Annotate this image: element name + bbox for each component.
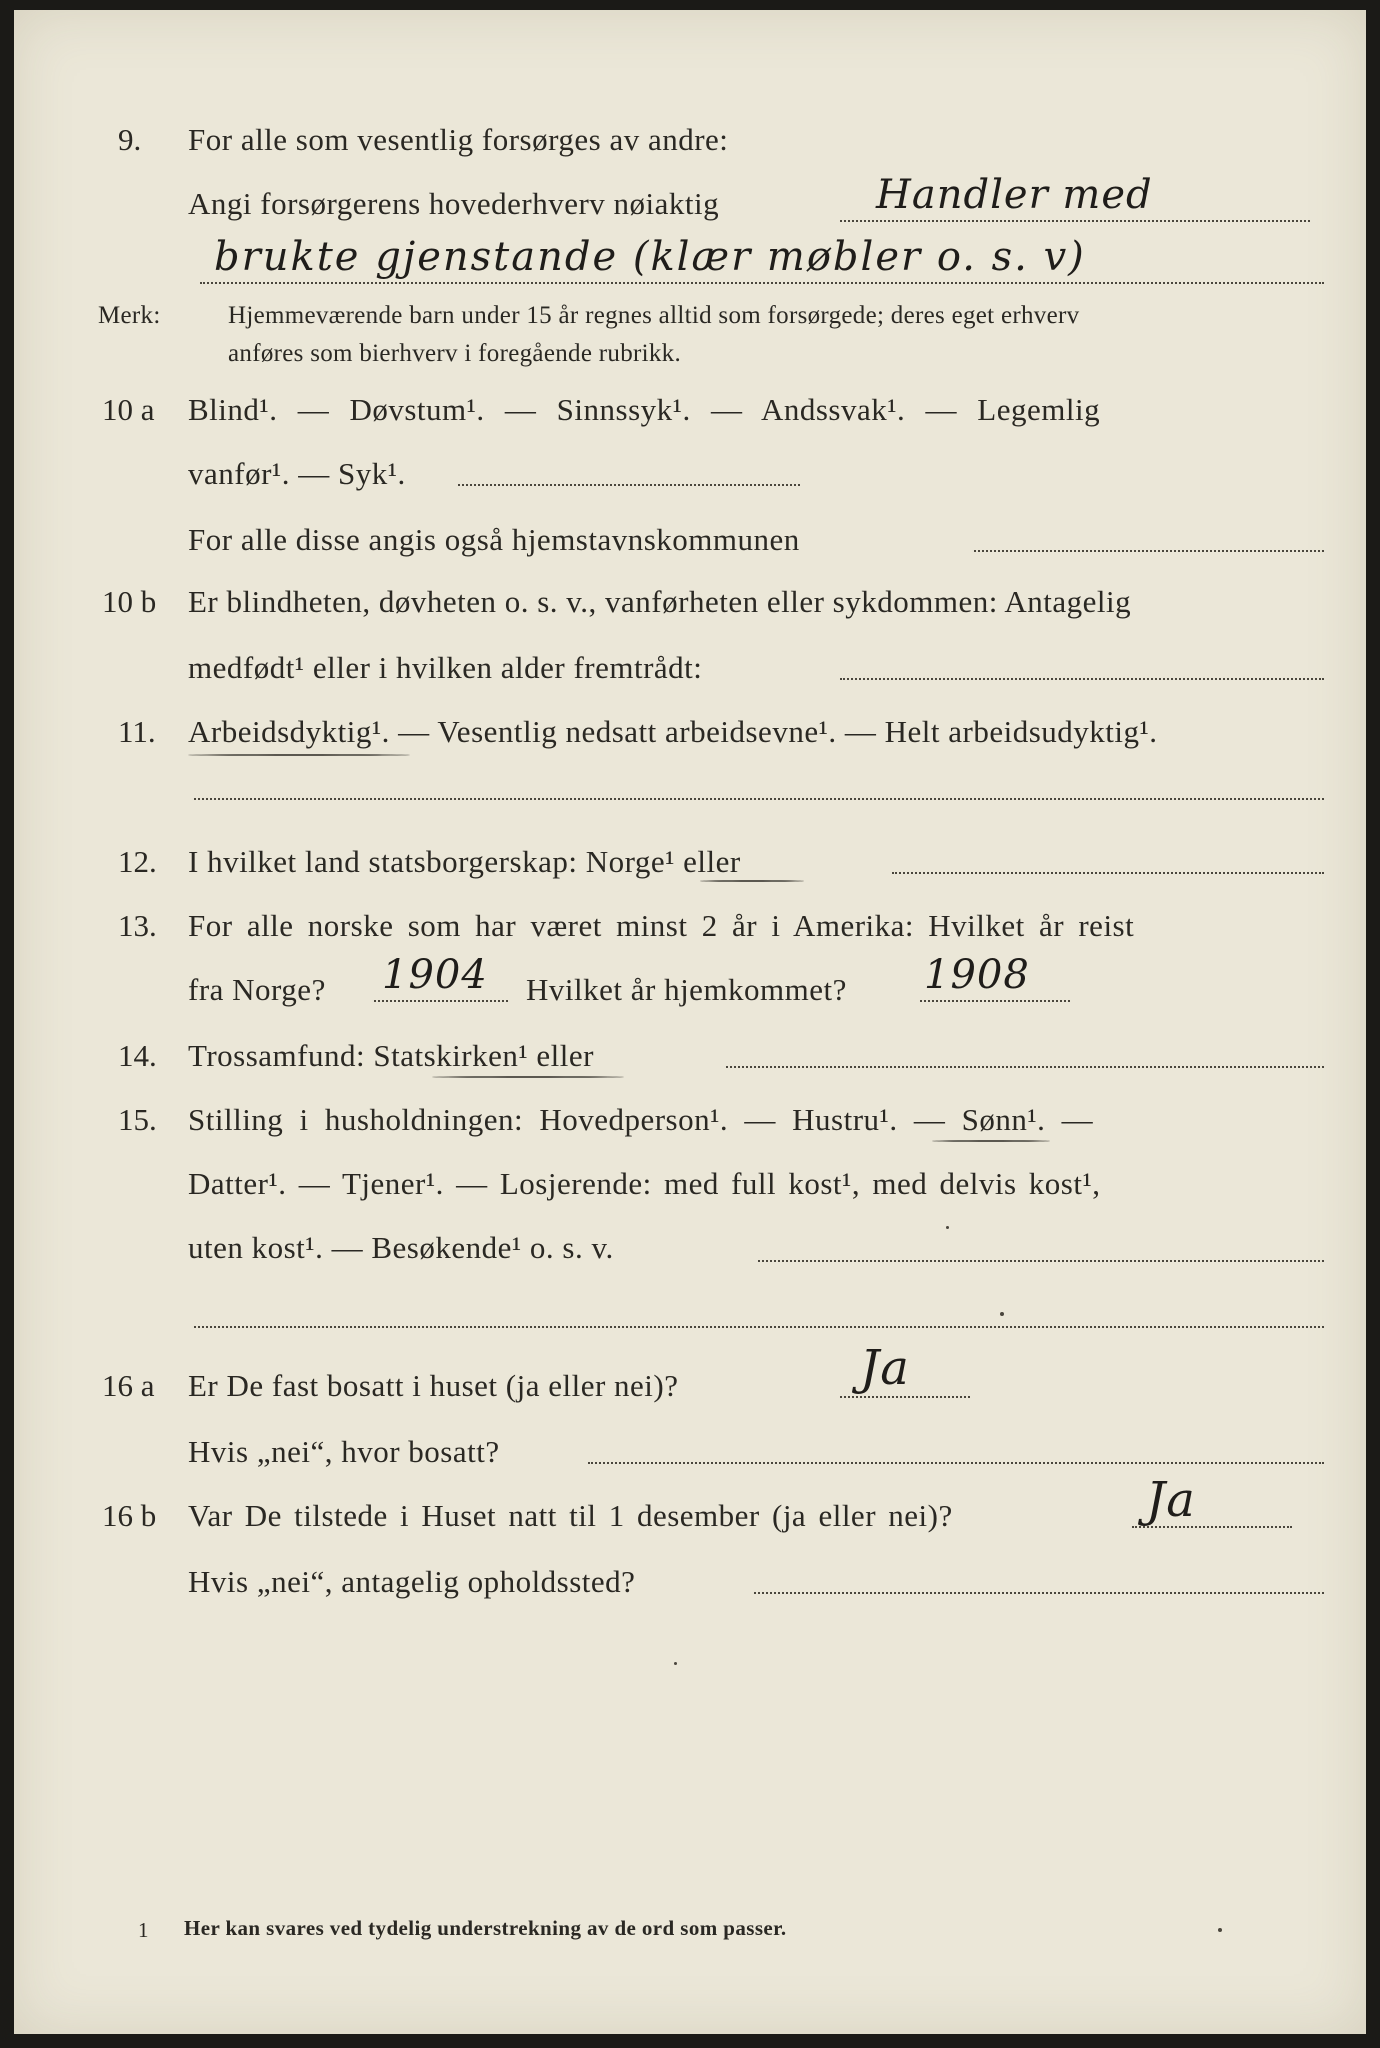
question-13-line-2a: fra Norge? <box>188 972 326 1007</box>
question-11-number: 11. <box>118 714 156 749</box>
question-13-handwritten-hjem: 1908 <box>924 952 1030 998</box>
note-line-2: anføres som bierhverv i foregående rubrikk. <box>228 340 682 367</box>
question-14-line-1: Trossamfund: Statskirken¹ eller <box>188 1038 594 1073</box>
footnote-text: Her kan svares ved tydelig understrekning av de ord som passer. <box>184 1916 787 1940</box>
question-16b-handwritten-answer: Ja <box>1146 1472 1196 1528</box>
question-10a-number: 10 a <box>102 392 155 427</box>
question-9-number: 9. <box>118 122 142 157</box>
question-9-line-1: For alle som vesentlig forsørges av andre: <box>188 122 729 157</box>
question-13-reist-line <box>374 1000 508 1002</box>
question-13-number: 13. <box>118 908 157 943</box>
question-16a-line-1: Er De fast bosatt i huset (ja eller nei)? <box>188 1368 679 1403</box>
paper-speck <box>1000 1312 1004 1316</box>
question-15-answer-line <box>758 1260 1324 1262</box>
question-16b-number: 16 b <box>102 1498 157 1533</box>
question-15-number: 15. <box>118 1102 157 1137</box>
question-12-pencil-underline <box>700 880 804 882</box>
question-10b-line-2: medfødt¹ eller i hvilken alder fremtrådt: <box>188 650 703 685</box>
question-9-line-2: Angi forsørgerens hovederhverv nøiaktig <box>188 186 720 221</box>
question-11-line-1: Arbeidsdyktig¹. — Vesentlig nedsatt arbeidsevne¹. — Helt arbeidsudyktig¹. <box>188 714 1158 749</box>
question-13-line-2b: Hvilket år hjemkommet? <box>526 972 847 1007</box>
question-12-line-1: I hvilket land statsborgerskap: Norge¹ eller <box>188 844 741 879</box>
question-16a-answer-line <box>840 1396 970 1398</box>
question-15-line-1: Stilling i husholdningen: Hovedperson¹. — Hustru¹. — Sønn¹. — <box>188 1102 1094 1137</box>
census-form-page <box>14 10 1366 2034</box>
question-10b-number: 10 b <box>102 584 157 619</box>
question-10a-hometown-line <box>974 550 1324 552</box>
note-line-1: Hjemmeværende barn under 15 år regnes alltid som forsørgede; deres eget erhverv <box>228 302 1080 329</box>
question-15-extra-line <box>194 1326 1324 1328</box>
question-9-answer-line-1 <box>840 220 1310 222</box>
question-13-line-1: For alle norske som har været minst 2 år i Amerika: Hvilket år reist <box>188 908 1135 943</box>
paper-speck <box>1218 1928 1222 1932</box>
paper-speck <box>946 1226 949 1229</box>
paper-speck <box>674 1662 677 1665</box>
question-16a-handwritten-answer: Ja <box>860 1340 910 1396</box>
question-10a-line-1: Blind¹. — Døvstum¹. — Sinnssyk¹. — Andssvak¹. — Legemlig <box>188 392 1101 427</box>
question-15-line-2: Datter¹. — Tjener¹. — Losjerende: med full kost¹, med delvis kost¹, <box>188 1166 1101 1201</box>
question-16a-number: 16 a <box>102 1368 155 1403</box>
question-10a-answer-line <box>458 484 800 486</box>
question-16b-residence-line <box>754 1592 1324 1594</box>
question-15-pencil-underline <box>932 1140 1050 1142</box>
question-9-answer-line-2 <box>200 282 1324 284</box>
question-11-answer-line <box>194 798 1324 800</box>
question-10b-answer-line <box>840 678 1324 680</box>
question-14-number: 14. <box>118 1038 157 1073</box>
question-9-handwritten-answer-1: Handler med <box>876 172 1153 218</box>
question-15-line-3: uten kost¹. — Besøkende¹ o. s. v. <box>188 1230 614 1265</box>
question-12-answer-line <box>892 872 1324 874</box>
question-16b-line-2: Hvis „nei“, antagelig opholdssted? <box>188 1564 636 1599</box>
question-10a-line-3: For alle disse angis også hjemstavnskommunen <box>188 522 800 557</box>
question-12-number: 12. <box>118 844 157 879</box>
question-14-answer-line <box>726 1066 1324 1068</box>
question-16a-line-2: Hvis „nei“, hvor bosatt? <box>188 1434 500 1469</box>
question-13-handwritten-reist: 1904 <box>382 952 488 998</box>
question-16b-line-1: Var De tilstede i Huset natt til 1 desember (ja eller nei)? <box>188 1498 953 1533</box>
question-13-hjem-line <box>920 1000 1070 1002</box>
question-11-pencil-underline <box>188 754 410 756</box>
question-9-handwritten-answer-2: brukte gjenstande (klær møbler o. s. v) <box>214 234 1086 280</box>
note-label: Merk: <box>98 302 161 329</box>
question-10a-line-2: vanfør¹. — Syk¹. <box>188 456 406 491</box>
question-16a-residence-line <box>588 1462 1324 1464</box>
question-10b-line-1: Er blindheten, døvheten o. s. v., vanførheten eller sykdommen: Antagelig <box>188 584 1132 619</box>
footnote-marker: 1 <box>138 1918 149 1942</box>
question-14-pencil-underline <box>432 1076 624 1078</box>
